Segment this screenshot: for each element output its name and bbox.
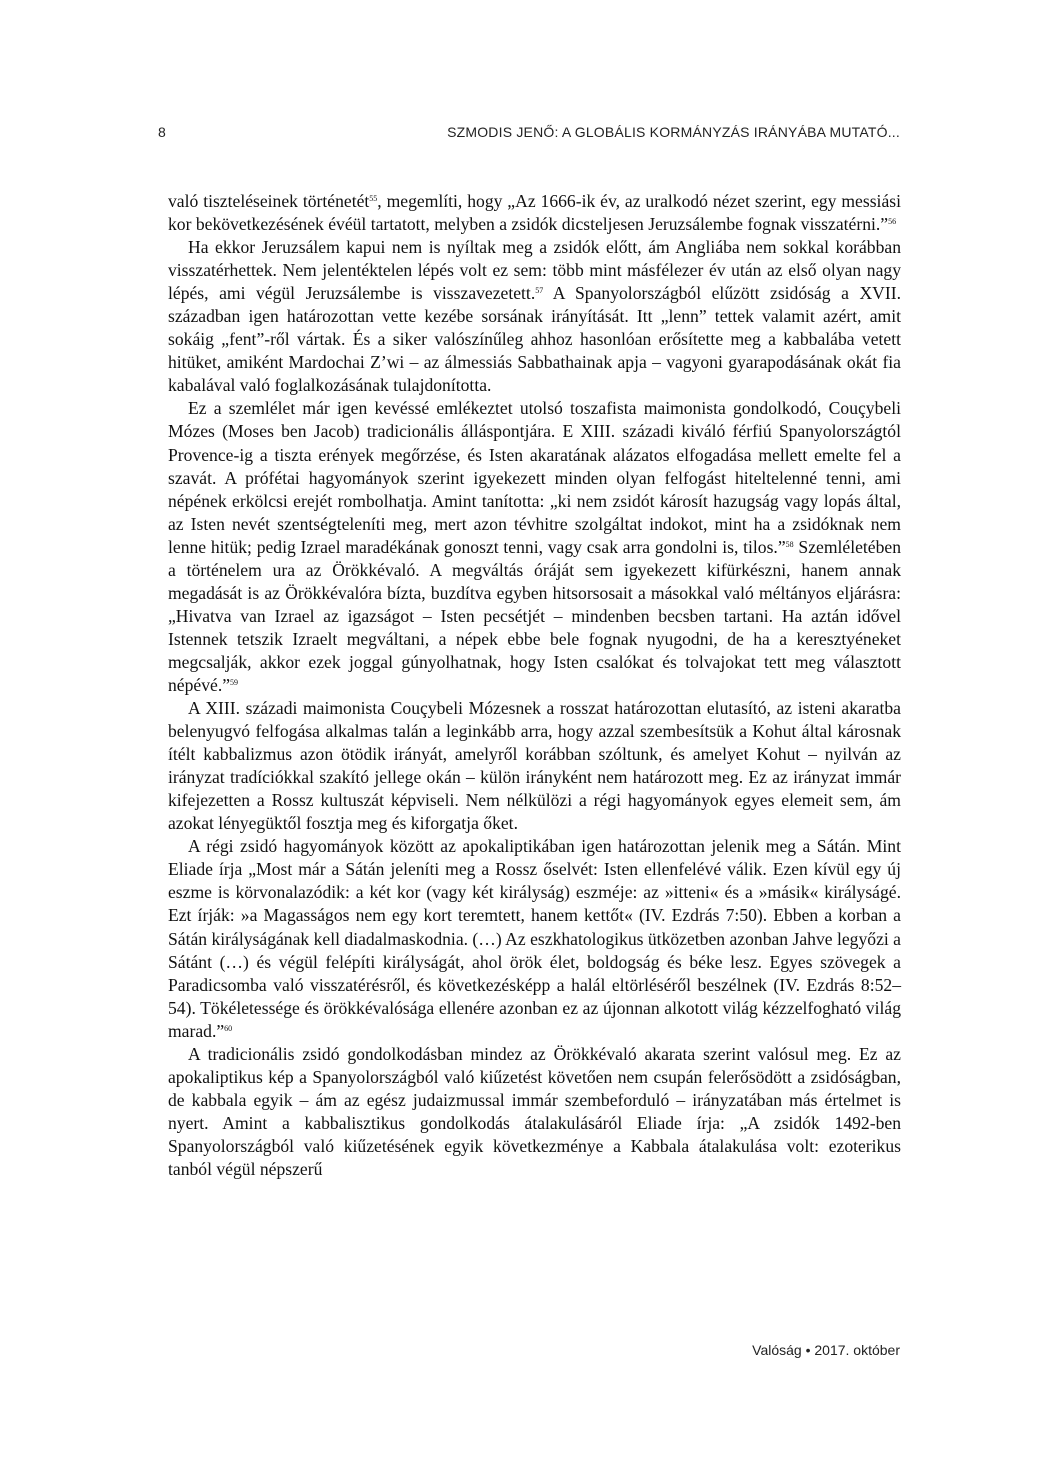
footnote-ref: 57 — [535, 286, 544, 296]
paragraph — [168, 397, 901, 697]
paragraph — [168, 697, 901, 835]
footnote-ref: 56 — [888, 217, 897, 227]
paragraph-text: A Spanyolországból elűzött zsidóság a XVII. században igen határozottan vette kezébe sorsának irányítását. Itt „lenn” tettek valamit azért, amit sokáig „fent”-ről vártak. És a siker valószínűleg ahhoz hasonlóan erősítette meg a kabbalába vetett hitüket, amiként Mardochai Z’wi – az álmessiás Sabbathainak apja – vagyoni gyarapodásának okát fia kabalával való foglalkozásának tulajdonította. — [168, 283, 901, 396]
journal-footer: Valóság • 2017. október — [752, 1342, 900, 1358]
paragraph-text: Szemléletében a történelem ura az Örökkévaló. A megváltás óráját sem igyekezett kifürkészni, hanem annak megadását is az Örökkévalóra bízta, buzdítva egyben hitsorsosait a másokkal való méltányos eljárásra: „Hivatva van Izrael az igazságot – Isten pecsétjét – mindenben becsben tartani. Ha aztán idővel Istennek tetszik Izraelt megváltani, a népek ebbe bele fognak nyugodni, de ha a keresztyéneket megcsalják, akkor ezek joggal gúnyolhatnak, hogy Isten csalókat és tolvajokat tett meg választott népévé.” — [168, 536, 901, 695]
paragraph-text: A tradicionális zsidó gondolkodásban mindez az Örökkévaló akarata szerint valósul meg. Ez az apokaliptikus kép a Spanyolországból való kiűzetést követően nem csupán felerősödött a zsidóságban, de kabbala egyik – ám az egész judaizmussal immár szembeforduló – irányzatában más értelmet is nyert. Amint a kabbalisztikus gondolkodás átalakulásáról Eliade írja: „A zsidók 1492-ben Spanyolországból való kiűzetésének egyik következménye a Kabbala átalakulása volt: ezoterikus tanból végül népszerű — [168, 1043, 901, 1179]
paragraph — [168, 1043, 901, 1181]
paragraph — [168, 190, 901, 236]
paragraph-text: való tiszteléseinek történetét — [168, 191, 370, 211]
footnote-ref: 59 — [230, 677, 239, 687]
footnote-ref: 60 — [224, 1023, 233, 1033]
article-body — [168, 190, 901, 1181]
paragraph — [168, 236, 901, 397]
running-title: SZMODIS JENŐ: A GLOBÁLIS KORMÁNYZÁS IRÁNYÁBA MUTATÓ... — [447, 124, 900, 140]
paragraph-text: A XIII. századi maimonista Couçybeli Mózesnek a rosszat határozottan elutasító, az isteni akaratba belenyugvó felfogása alkalmas talán a leginkább arra, hogy azzal szembesítsük a Kohut által károsnak ítélt kabbalizmus azon ötödik irányát, amelyről korábban szóltunk, és amelyet Kohut – nyilván az irányzat tradíciókkal szakító jellege okán – külön irányként nem határozott meg. Ez az irányzat immár kifejezetten a Rossz kultuszát képviseli. Nem nélkülözi a régi hagyományok egyes elemeit sem, ám azokat lényegüktől fosztja meg és kiforgatja őket. — [168, 698, 901, 834]
paragraph-text: A régi zsidó hagyományok között az apokaliptikában igen határozottan jelenik meg a Sátán. Mint Eliade írja „Most már a Sátán jeleníti meg a Rossz őselvét: Isten ellenfelévé válik. Ezen kívül egy új eszme is körvonalazódik: a két kor (vagy két királyság) eszméje: az »itteni« és a »másik« királyságé. Ezt írják: »a Magasságos nem egy kort teremtett, hanem kettőt« (IV. Ezdrás 7:50). Ebben a korban a Sátán királyságának kell diadalmaskodnia. (…) Az eszkhatologikus ütközetben azonban Jahve legyőzi a Sátánt (…) és végül felépíti királyságát, ahol örök élet, boldogság és béke lesz. Egyes szövegek a Paradicsomba való visszatérésről, és következésképp a halál eltörléséről beszélnek (IV. Ezdrás 8:52–54). Tökéletessége és örökkévalósága ellenére azonban ez az újonnan alkotott világ kézzelfogható világ marad.” — [168, 836, 901, 1041]
page-number: 8 — [158, 124, 166, 140]
paragraph — [168, 835, 901, 1042]
footnote-ref: 55 — [369, 194, 378, 203]
paragraph-text: Ez a szemlélet már igen kevéssé emlékeztet utolsó toszafista maimonista gondolkodó, Couçybeli Mózes (Moses ben Jacob) tradicionális álláspontjára. E XIII. századi kiváló férfiú Spanyolországtól Provence-ig a tiszta erények megőrzése, és Isten akaratának alázatos elfogadása mellett emelte fel a szavát. A prófétai hagyományok szerint igyekezett minden olyan felfogást hiteltelenné tenni, ami népének erkölcsi erejét rombolhatja. Amint tanította: „ki nem zsidót károsít hazugság vagy lopás által, az Isten nevét szentségteleníti meg, mert azon tévhitre szolgáltat indokot, mint ha a zsidóknak nem lenne hitük; pedig Izrael maradékának gonoszt tenni, vagy csak arra gondolni is, tilos.” — [168, 398, 901, 557]
paragraph-text: , megemlíti, hogy „Az 1666-ik év, az uralkodó nézet szerint, egy messiási kor bekövetkezésének évéül tartatott, melyben a zsidók dicsteljesen Jeruzsálembe fognak visszatérni.” — [168, 191, 901, 235]
paragraph-text: Ha ekkor Jeruzsálem kapui nem is nyíltak meg a zsidók előtt, ám Angliába nem sokkal korábban visszatérhettek. Nem jelentéktelen lépés volt ez sem: több mint másfélezer év után az első olyan nagy lépés, ami végül Jeruzsálembe is visszavezetett. — [168, 237, 901, 304]
footnote-ref: 58 — [785, 539, 794, 549]
